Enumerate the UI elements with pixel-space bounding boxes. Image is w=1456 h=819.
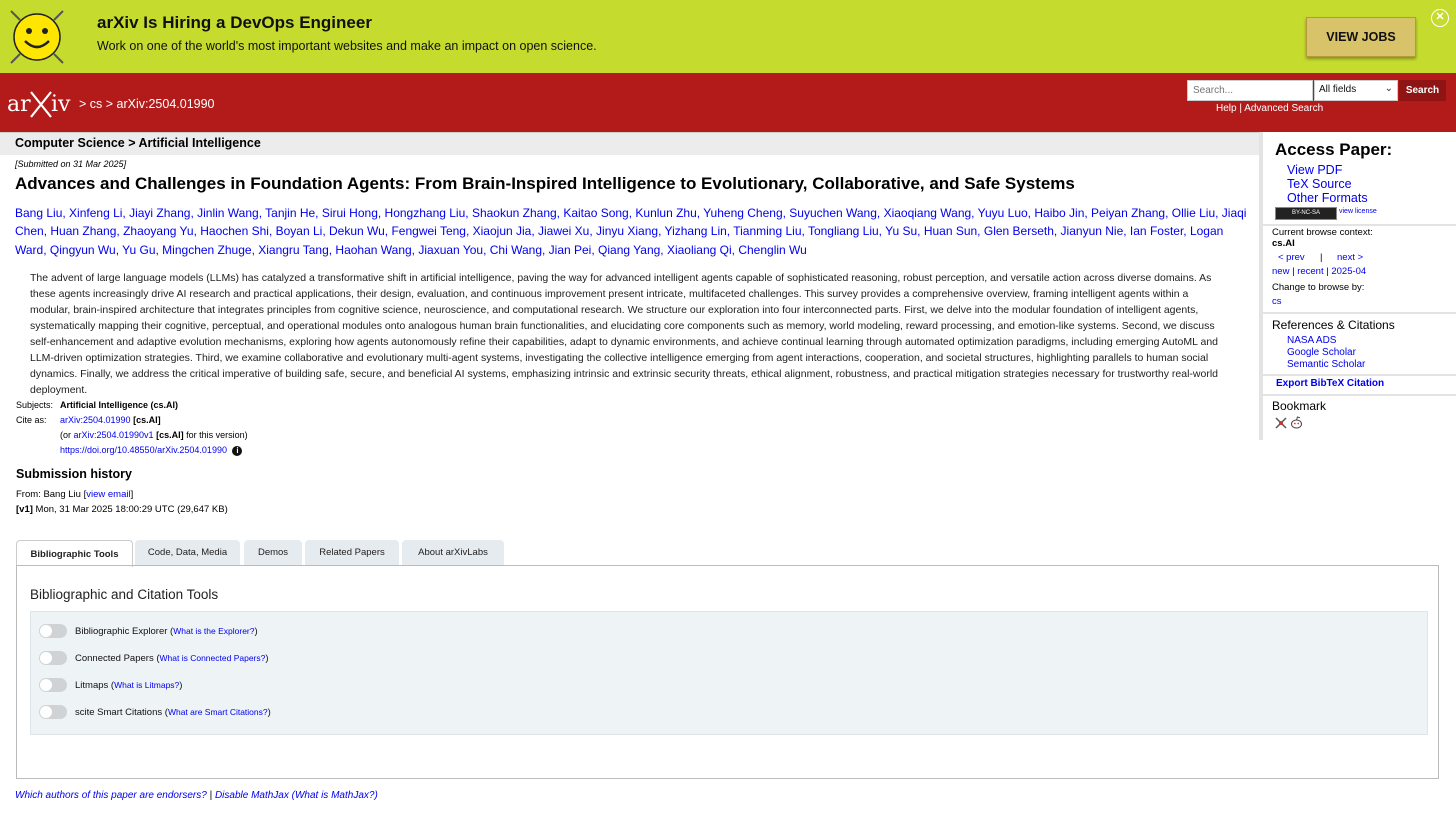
- tools-list: [30, 611, 1428, 735]
- search-field-select[interactable]: [1314, 80, 1398, 101]
- access-paper-title: Access Paper:: [1275, 140, 1393, 159]
- toggle-switch[interactable]: [39, 624, 67, 638]
- cite-label: Cite as:: [16, 415, 47, 425]
- tex-source-link[interactable]: TeX Source: [1287, 177, 1352, 191]
- submitted-date: [Submitted on 31 Mar 2025]: [15, 159, 127, 169]
- tab-code-data-media[interactable]: Code, Data, Media: [135, 540, 240, 565]
- chevron-down-icon: ⌄: [1384, 83, 1393, 94]
- abstract: The advent of large language models (LLMs) has catalyzed a transformative shift in artificial intelligence, paving the way for advanced intelligent agents capable of sophisticated reasoning, robust perception, and versatile action across diverse domains. As these agents increasingly drive AI research and practical applications, their design, evaluation, and continuous improvement present intricate, multifaceted challenges. This survey provides a comprehensive overview, framing intelligent agents within a modular, brain-inspired architecture that integrates principles from cognitive science, neuroscience, and computational research. We structure our exploration into four interconnected parts. First, we delve into the modular foundation of intelligent agents, systematically mapping their cognitive, perceptual, and operational modules onto analogous human brain functionalities, and elucidating core components such as memory, world modeling, reward processing, and emotion-like systems. Second, we discuss self-enhancement and adaptive evolution mechanisms, exploring how agents autonomously refine their capabilities, adapt to dynamic environments, and achieve continual learning through automated optimization paradigms, including emerging AutoML and LLM-driven optimization strategies. Third, we examine collaborative and evolutionary multi-agent systems, investigating the collective intelligence emerging from agent interactions, cooperation, and societal structures, highlighting parallels to human social dynamics. Finally, we address the critical imperative of building safe, secure, and beneficial AI systems, emphasizing intrinsic and extrinsic security threats, ethical alignment, robustness, and practical mitigation strategies necessary for trustworthy real-world deployment.: [30, 272, 1218, 396]
- prev-link[interactable]: < prev: [1278, 252, 1305, 263]
- from-text: From: Bang Liu [: [16, 489, 87, 500]
- view-jobs-button[interactable]: VIEW JOBS: [1306, 17, 1416, 57]
- google-scholar-link[interactable]: Google Scholar: [1287, 347, 1356, 358]
- smiley-logo-icon: [8, 8, 66, 66]
- panel-title: Bibliographic and Citation Tools: [30, 587, 219, 602]
- search-field-value: All fields: [1319, 84, 1357, 95]
- version-label[interactable]: [v1]: [16, 504, 33, 515]
- svg-text:iv: iv: [51, 92, 71, 117]
- version-suffix: for this version): [183, 430, 248, 440]
- tab-bibliographic-tools[interactable]: Bibliographic Tools: [16, 540, 133, 567]
- help-link[interactable]: What is Connected Papers?: [159, 653, 266, 663]
- toggle-switch[interactable]: [39, 705, 67, 719]
- bibtex-section: [1263, 376, 1456, 396]
- hiring-banner: [0, 0, 1456, 73]
- month-link[interactable]: 2025-04: [1331, 266, 1367, 277]
- banner-subtitle: Work on one of the world's most important websites and make an impact on open science.: [97, 39, 597, 53]
- arxiv-logo[interactable]: [7, 87, 79, 119]
- next-link[interactable]: next >: [1337, 252, 1364, 263]
- nasa-ads-link[interactable]: NASA ADS: [1287, 335, 1337, 346]
- site-header: [0, 73, 1456, 132]
- endorsers-link[interactable]: Which authors of this paper are endorsers?: [15, 790, 207, 801]
- what-is-mathjax-link[interactable]: (What is MathJax?): [291, 790, 378, 801]
- sidebar: [1259, 132, 1456, 440]
- search-button[interactable]: Search: [1399, 80, 1446, 101]
- browse-context-value: cs.AI: [1272, 238, 1295, 249]
- browse-context-label: Current browse context:: [1272, 227, 1373, 238]
- or-prefix: (or: [60, 430, 74, 440]
- help-link[interactable]: What is Litmaps?: [114, 680, 180, 690]
- subjects-value: Artificial Intelligence (cs.AI): [60, 400, 179, 410]
- author-list[interactable]: Bang Liu, Xinfeng Li, Jiayi Zhang, Jinlin Wang, Tanjin He, Sirui Hong, Hongzhang Liu, Shaokun Zhang, Kaitao Song, Kunlun Zhu, Yuheng Cheng, Suyuchen Wang, Xiaoqiang Wang, Yuyu Luo, Haibo Jin, Peiyan Zhang, Ollie Liu, Jiaqi Chen, Huan Zhang, Zhaoyang Yu, Haochen Shi, Boyan Li, Dekun Wu, Fengwei Teng, Xiaojun Jia, Jiawei Xu, Jinyu Xiang, Yizhang Lin, Tianming Liu, Tongliang Liu, Yu Su, Huan Sun, Glen Berseth, Jianyun Nie, Ian Foster, Logan Ward, Qingyun Wu, Yu Gu, Mingchen Zhuge, Xiangru Tang, Haohan Wang, Jiaxuan You, Chi Wang, Jian Pei, Qiang Yang, Xiaoliang Qi, Chenglin Wu: [15, 206, 1247, 257]
- reddit-icon[interactable]: [1290, 416, 1303, 429]
- tool-connected-papers: Connected Papers ( What is Connected Papers? ): [39, 650, 269, 666]
- other-formats-link[interactable]: Other Formats: [1287, 191, 1368, 205]
- search-help-links: [1216, 103, 1323, 114]
- toggle-switch[interactable]: [39, 651, 67, 665]
- tab-related-papers[interactable]: Related Papers: [305, 540, 399, 565]
- svg-text:ar: ar: [7, 92, 31, 117]
- doi-link[interactable]: https://doi.org/10.48550/arXiv.2504.01990: [60, 445, 227, 455]
- view-license-link[interactable]: view license: [1339, 208, 1377, 215]
- change-browse-cs-link[interactable]: cs: [1272, 296, 1282, 307]
- search-input[interactable]: [1187, 80, 1313, 101]
- banner-title: arXiv Is Hiring a DevOps Engineer: [97, 13, 372, 32]
- submission-history-title: Submission history: [16, 467, 132, 481]
- separator: |: [1236, 103, 1245, 114]
- semantic-scholar-link[interactable]: Semantic Scholar: [1287, 359, 1366, 370]
- tab-about-arxivlabs[interactable]: About arXivLabs: [402, 540, 504, 565]
- export-bibtex-link[interactable]: Export BibTeX Citation: [1276, 378, 1385, 389]
- paper-title: Advances and Challenges in Foundation Agents: From Brain-Inspired Intelligence to Evolutionary, Collaborative, and Safe Systems: [15, 174, 1075, 193]
- disable-mathjax-link[interactable]: Disable MathJax: [214, 790, 289, 801]
- help-link[interactable]: What are Smart Citations?: [167, 707, 268, 717]
- subject-breadcrumb[interactable]: Computer Science > Artificial Intelligence: [15, 136, 261, 150]
- access-paper-section: [1263, 132, 1456, 226]
- view-email-link[interactable]: view email: [86, 489, 131, 500]
- metadata-table: [16, 398, 250, 458]
- help-link[interactable]: Help: [1216, 103, 1237, 114]
- tool-scite: scite Smart Citations ( What are Smart Citations? ): [39, 704, 271, 720]
- breadcrumb[interactable]: > cs > arXiv:2504.01990: [79, 97, 215, 111]
- references-title: References & Citations: [1272, 318, 1395, 332]
- cite-link[interactable]: arXiv:2504.01990: [60, 415, 131, 425]
- view-pdf-link[interactable]: View PDF: [1287, 163, 1343, 177]
- browse-context-section: Current browse context: cs.AI < prev | next > new | recent | 2025-04 Change to browse by: cs: [1263, 226, 1456, 314]
- bookmark-title: Bookmark: [1272, 399, 1327, 413]
- change-browse-label: Change to browse by:: [1272, 282, 1365, 293]
- new-link[interactable]: new: [1272, 266, 1290, 277]
- subject-bar: [0, 132, 1259, 155]
- subjects-label: Subjects:: [16, 400, 54, 410]
- advanced-search-link[interactable]: Advanced Search: [1244, 103, 1324, 114]
- tab-demos[interactable]: Demos: [244, 540, 302, 565]
- bibsonomy-icon[interactable]: [1275, 417, 1287, 429]
- references-section: [1263, 314, 1456, 376]
- version-date: Mon, 31 Mar 2025 18:00:29 UTC (29,647 KB): [32, 504, 228, 515]
- help-link[interactable]: What is the Explorer?: [173, 626, 255, 636]
- browse-links: new | recent | 2025-04: [1272, 266, 1367, 277]
- version-category: [cs.AI]: [156, 430, 184, 440]
- license-badge-icon[interactable]: BY-NC-SA: [1275, 207, 1337, 220]
- toggle-switch[interactable]: [39, 678, 67, 692]
- version-link[interactable]: arXiv:2504.01990v1: [73, 430, 154, 440]
- tool-litmaps: Litmaps ( What is Litmaps? ): [39, 677, 182, 693]
- info-icon[interactable]: i: [232, 446, 242, 456]
- tab-panel: [16, 565, 1439, 779]
- cite-category: [cs.AI]: [133, 415, 161, 425]
- submission-history: From: Bang Liu [view email] [v1] Mon, 31 Mar 2025 18:00:29 UTC (29,647 KB): [16, 489, 228, 515]
- footer-links: Which authors of this paper are endorsers? | Disable MathJax (What is MathJax?): [15, 790, 378, 801]
- tool-bibliographic-explorer: Bibliographic Explorer ( What is the Explorer? ): [39, 623, 258, 639]
- bookmark-section: [1263, 396, 1456, 438]
- close-icon[interactable]: ✕: [1431, 9, 1449, 27]
- recent-link[interactable]: recent: [1297, 266, 1324, 277]
